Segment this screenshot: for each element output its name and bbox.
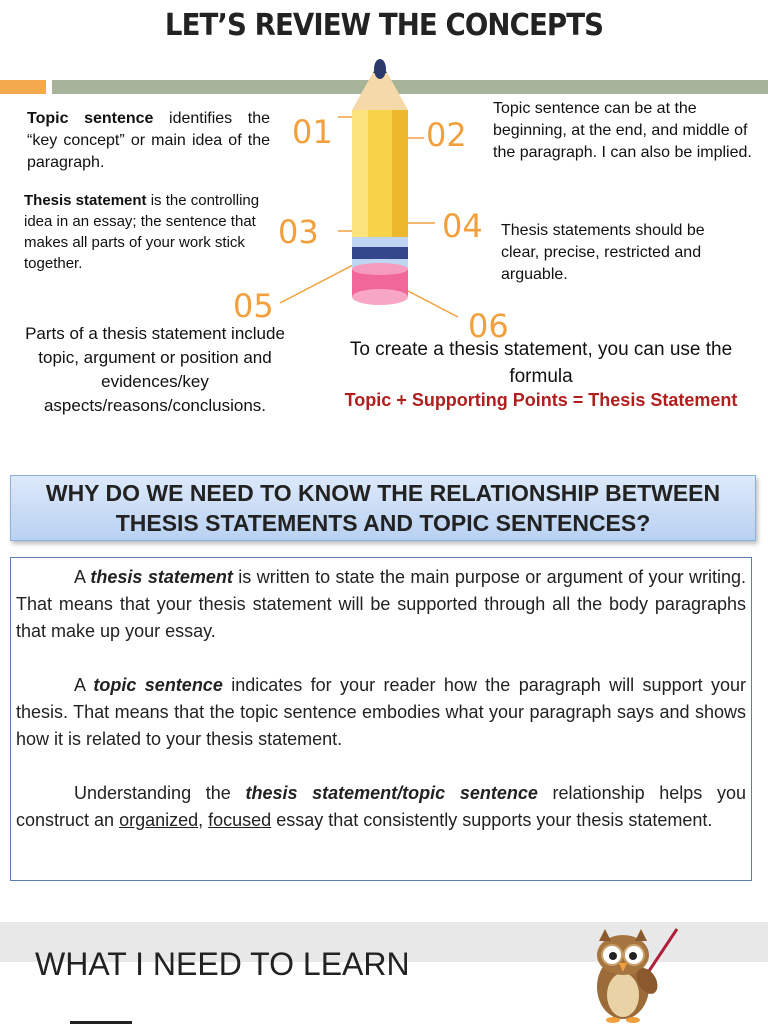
p1-post: is written to state the main purpose or argument of your writing. That means that your thesis statement will be supported through all the body paragraphs that make up your essay. <box>16 567 746 641</box>
p2-em: topic sentence <box>93 675 223 695</box>
concept-06 <box>325 336 757 411</box>
p3-organized: organized <box>119 810 199 830</box>
concept-03 <box>24 190 264 274</box>
number-01: 01 <box>292 113 333 151</box>
concept-04: Thesis statements should be clear, precise, restricted and arguable. <box>501 222 705 283</box>
p2-pre: A <box>74 675 94 695</box>
formula: Topic + Supporting Points = Thesis Statement <box>344 390 738 410</box>
concept-03-term: Thesis statement <box>24 192 147 209</box>
paragraph-relationship <box>16 780 746 834</box>
pencil-icon <box>250 55 480 345</box>
p1-pre: A <box>74 567 91 587</box>
p1-em: thesis statement <box>90 567 233 587</box>
number-06: 06 <box>468 307 509 345</box>
owl-teacher-icon <box>585 925 685 1024</box>
number-05: 05 <box>233 287 274 325</box>
p3-mid: relationship helps you construct an <box>16 783 746 830</box>
p3-em: thesis statement/topic sentence <box>245 783 538 803</box>
banner-text: WHY DO WE NEED TO KNOW THE RELATIONSHIP BETWEEN THESIS STATEMENTS AND TOPIC SENTENCES? <box>45 480 721 536</box>
p3-post: essay that consistently supports your thesis statement. <box>271 810 713 830</box>
number-04: 04 <box>442 207 483 245</box>
p3-focused: focused <box>208 810 272 830</box>
concept-02: Topic sentence can be at the beginning, at the end, and middle of the paragraph. I can also be implied. <box>493 100 752 161</box>
concept-05: Parts of a thesis statement include topic, argument or position and evidences/key aspects/reasons/conclusions. <box>25 324 285 415</box>
p3-comma: , <box>198 810 209 830</box>
section-banner <box>10 475 756 541</box>
page-title: LET’S REVIEW THE CONCEPTS <box>164 8 604 43</box>
paragraph-thesis <box>16 564 746 645</box>
accent-bar-orange <box>0 80 46 94</box>
section-title: WHAT I NEED TO LEARN <box>35 946 410 982</box>
concept-01-text: identifies the “key concept” or main idea of the paragraph. <box>27 110 270 171</box>
number-03: 03 <box>278 213 319 251</box>
concept-03-text: is the controlling idea in an essay; the sentence that makes all parts of your work stick together. <box>24 192 260 272</box>
concept-01-term: Topic sentence <box>27 110 154 127</box>
explanation-box <box>10 557 752 881</box>
p2-post: indicates for your reader how the paragraph will support your thesis. That means that the topic sentence embodies what your paragraph says and shows how it is related to your thesis statement. <box>16 675 746 749</box>
number-02: 02 <box>426 116 467 154</box>
concept-01 <box>27 108 270 174</box>
p3-pre: Understanding the <box>74 783 246 803</box>
paragraph-topic <box>16 672 746 753</box>
concept-06-text: To create a thesis statement, you can use the formula <box>349 339 733 387</box>
